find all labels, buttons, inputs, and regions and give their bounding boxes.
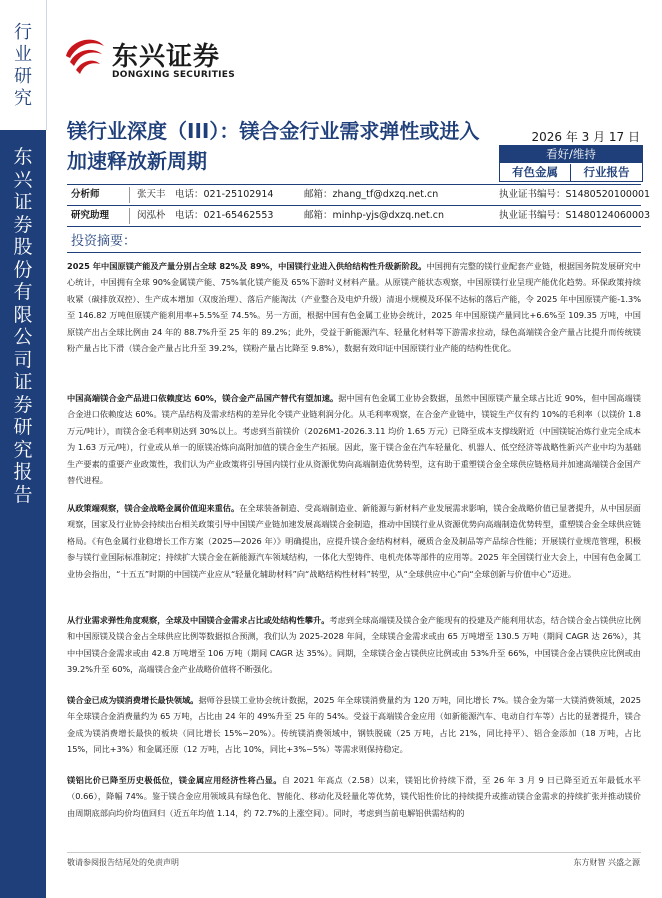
summary-paragraph xyxy=(67,258,641,356)
footer-disclaimer[interactable]: 敬请参阅报告结尾处的免责声明 xyxy=(67,858,179,867)
author-role: 研究助理 xyxy=(71,210,110,221)
sidebar-company xyxy=(0,130,46,898)
author-name: 张天丰 xyxy=(137,189,166,200)
paragraph-lead: 从政策端观察，镁合金战略金属价值迎来重估。 xyxy=(67,503,240,513)
author-role: 分析师 xyxy=(71,189,100,200)
sidebar-category xyxy=(0,0,47,130)
company-logo xyxy=(62,32,262,88)
author-cert: 执业证书编号：S1480520100001 xyxy=(499,189,651,200)
dongxing-logo-icon xyxy=(62,32,108,78)
report-type-badge: 行业报告 xyxy=(583,165,630,179)
author-email[interactable]: 邮箱：minhp-yjs@dxzq.net.cn xyxy=(304,210,444,221)
paragraph-body: 在全球装备制造、受高端制造业、新能源与新材料产业发展需求影响，镁合金战略价值已显著提升，从中国层面观察，国家及行业协会持续出台相关政策引导中国镁产业链加速发展高端镁合金制造，推动中国镁行业从资源优势向高端制造优势转型，重塑镁合金全球供应链格局。《有色金属行业稳增长工作方案（2025—2026 年）》明确提出，应提升镁合金结构材料，硬质合金及制品等产品综合性能；开展镁行业规范管理，积极参与镁行业国际标准制定；持续扩大镁合金在新能源汽车领域结构，一体化大型铸件、电机壳体等部件的应用等。2025 年全国镁行业大会上，中国有色金属工业协会指出，“十五五”时期的中国镁产业应从“轻量化辅助材料”向“战略结构性材料”转型，从“全球供应中心”向“全球创新与价值中心”迈进。 xyxy=(67,503,641,579)
rating-badge: 看好/维持 xyxy=(500,146,642,163)
logo-chinese-name: 东兴证券 xyxy=(112,42,221,72)
summary-heading-label: 投资摘要： xyxy=(71,234,137,249)
summary-paragraph xyxy=(67,500,641,582)
author-email[interactable]: 邮箱：zhang_tf@dxzq.net.cn xyxy=(304,189,439,200)
report-tag-box xyxy=(499,145,643,182)
divider xyxy=(129,208,130,224)
author-row xyxy=(67,205,651,227)
paragraph-body: 考虑到全球高端镁及镁合金产能现有的投建及产能利用状态，结合镁合金占镁供应比例和中国原镁及镁合金占全球供应比例等数据拟合预测，我们认为 2025-2028 年间，全球镁合金需求或由 65 万吨增至 130.5 万吨（期间 CAGR 达 26%），其中中国镁合金需求或由 42.8 万吨增至 106 万吨（期间 CAGR 达 35%）。同期，全球镁合金占镁供应比例或由 53%升至 66%，中国镁合金占镁供应比例或由 39.2%升至 60%，高端镁合金产业战略价值将不断强化。 xyxy=(67,615,641,675)
paragraph-lead: 中国高端镁合金产品进口依赖度达 60%，镁合金产品国产替代有望加速。 xyxy=(67,393,339,403)
sector-badge: 有色金属 xyxy=(500,164,571,181)
paragraph-body: 据中国有色金属工业协会数据，虽然中国原镁产量全球占比近 90%，但中国高端镁合金进口依赖度达 60%。镁产品结构及需求结构的差异化令镁产业链利润分化。从毛利率观察，在合金产业链中，镁锭生产仅有约 10%的毛利率（以镁价 1.8 万元/吨计），而镁合金毛利率则达到 30%以上。考虑到当前镁价（2026M1-2026.3.11 均价 1.65 万元）已降至成本支撑线附近（中国镁锭冶炼行业完全成本为 1.63 万元/吨），行业或从单一的原镁冶炼向高附加值的镁合金生产拓展。因此，鉴于镁合金在汽车轻量化、机器人、低空经济等战略性新兴产业中均为基础生产要素的重要产业政策性，我们认为产业政策将引导国内镁行业从资源优势向高端制造优势转型，这有助于重塑镁合金全球供应链格局并加速高端镁合金国产替代进程。 xyxy=(67,393,641,486)
footer-divider xyxy=(67,852,641,853)
summary-paragraph xyxy=(67,612,641,678)
summary-paragraph xyxy=(67,692,641,758)
summary-paragraph xyxy=(67,772,641,821)
paragraph-lead: 镁合金已成为镁消费增长最快领域。 xyxy=(67,695,199,705)
footer-slogan: 东方财智 兴盛之源 xyxy=(573,858,640,867)
paragraph-lead: 从行业需求弹性角度观察，全球及中国镁合金需求占比或处结构性攀升。 xyxy=(67,615,330,625)
report-title: 镁行业深度（III）：镁合金行业需求弹性或进入加速释放新周期 xyxy=(67,119,480,173)
summary-paragraph xyxy=(67,390,641,488)
author-name: 闵泓朴 xyxy=(137,210,166,221)
paragraph-body: 自 2021 年高点（2.58）以来，镁铝比价持续下滑，至 26 年 3 月 9 日已降至近五年最低水平（0.66），降幅 74%。鉴于镁合金应用领域具有绿色化、智能化、移动化及轻量化等优势，镁代铝性价比的持续提升或推动镁合金需求的持续扩张并推动镁价由周期底部向均价均值回归（近五年均值 1.14，约 72.7%的上涨空间）。同时，考虑到当前电解铝供需结构的 xyxy=(67,775,641,818)
paragraph-body: 中国拥有完整的镁行业配套产业链，根据国务院发展研究中心统计，中国拥有全球 90%金属镁产能、75%氧化镁产能及 65%下游时义材料产量。从原镁产能状态观察，中国原镁行业呈现产能优化趋势。环保政策持续收紧（碳排放双控）、生产成本增加（双废治理）、落后产能淘汰（产业整合及电炉升级）清退小规模及环保不达标的落后产能，令 2025 年中国原镁产能-1.3%至 146.82 万吨但原镁产能利用率+5.5%至 74.5%。另一方面，根据中国有色金属工业协会统计，2025 年中国原镁产量同比+6.6%至 109.35 万吨，中国原镁产出占全球比例由 24 年的 88.7%升至 25 年的 89.2%；此外，受益于新能源汽车、轻量化材料等下游需求拉动，绿色高端镁合金产量占比提升而传统镁粉产量占比下滑（镁合金产量占比升至 39.2%，镁粉产量占比降至 9.8%），数据有效印证中国原镁行业产能的结构性优化。 xyxy=(67,261,641,354)
author-row xyxy=(67,184,651,205)
summary-heading xyxy=(67,232,641,253)
logo-english-name: DONGXING SECURITIES xyxy=(112,70,236,80)
sidebar-company-label: 东兴证券股份有限公司证券研究报告 xyxy=(13,146,33,506)
author-table xyxy=(67,184,651,227)
author-phone: 电话：021-25102914 xyxy=(175,189,274,200)
paragraph-lead: 镁铝比价已降至历史极低位，镁金属应用经济性将凸显。 xyxy=(67,775,282,785)
paragraph-lead: 2025 年中国原镁产能及产量分别占全球 82%及 89%，中国镁行业进入供给结构性升级新阶段。 xyxy=(67,261,427,271)
author-cert: 执业证书编号：S1480124060003 xyxy=(499,210,651,221)
report-date: 2026 年 3 月 17 日 xyxy=(531,130,640,144)
divider xyxy=(129,187,130,203)
author-phone: 电话：021-65462553 xyxy=(175,210,274,221)
sidebar-category-label: 行业研究 xyxy=(14,22,32,109)
paragraph-body: 据师谷县镁工业协会统计数据，2025 年全球镁消费量约为 120 万吨，同比增长 7%。镁合金为第一大镁消费领域，2025 年全球镁合金消费量约为 65 万吨，占比由 24 年的 49%升至 25 年的 54%。受益于高端镁合金应用（如新能源汽车、电动自行车等）占比的显著提升，镁合金成为镁消费增长最快的板块（同比增长 15%~20%）。传统镁消费领域中，钢铁脱硫（25 万吨，占比 21%，同比持平）、铝合金添加（18 万吨，占比 15%，同比+3%）和金属还原（12 万吨，占比 10%，同比+3%~5%）等需求则保持稳定。 xyxy=(67,695,641,755)
